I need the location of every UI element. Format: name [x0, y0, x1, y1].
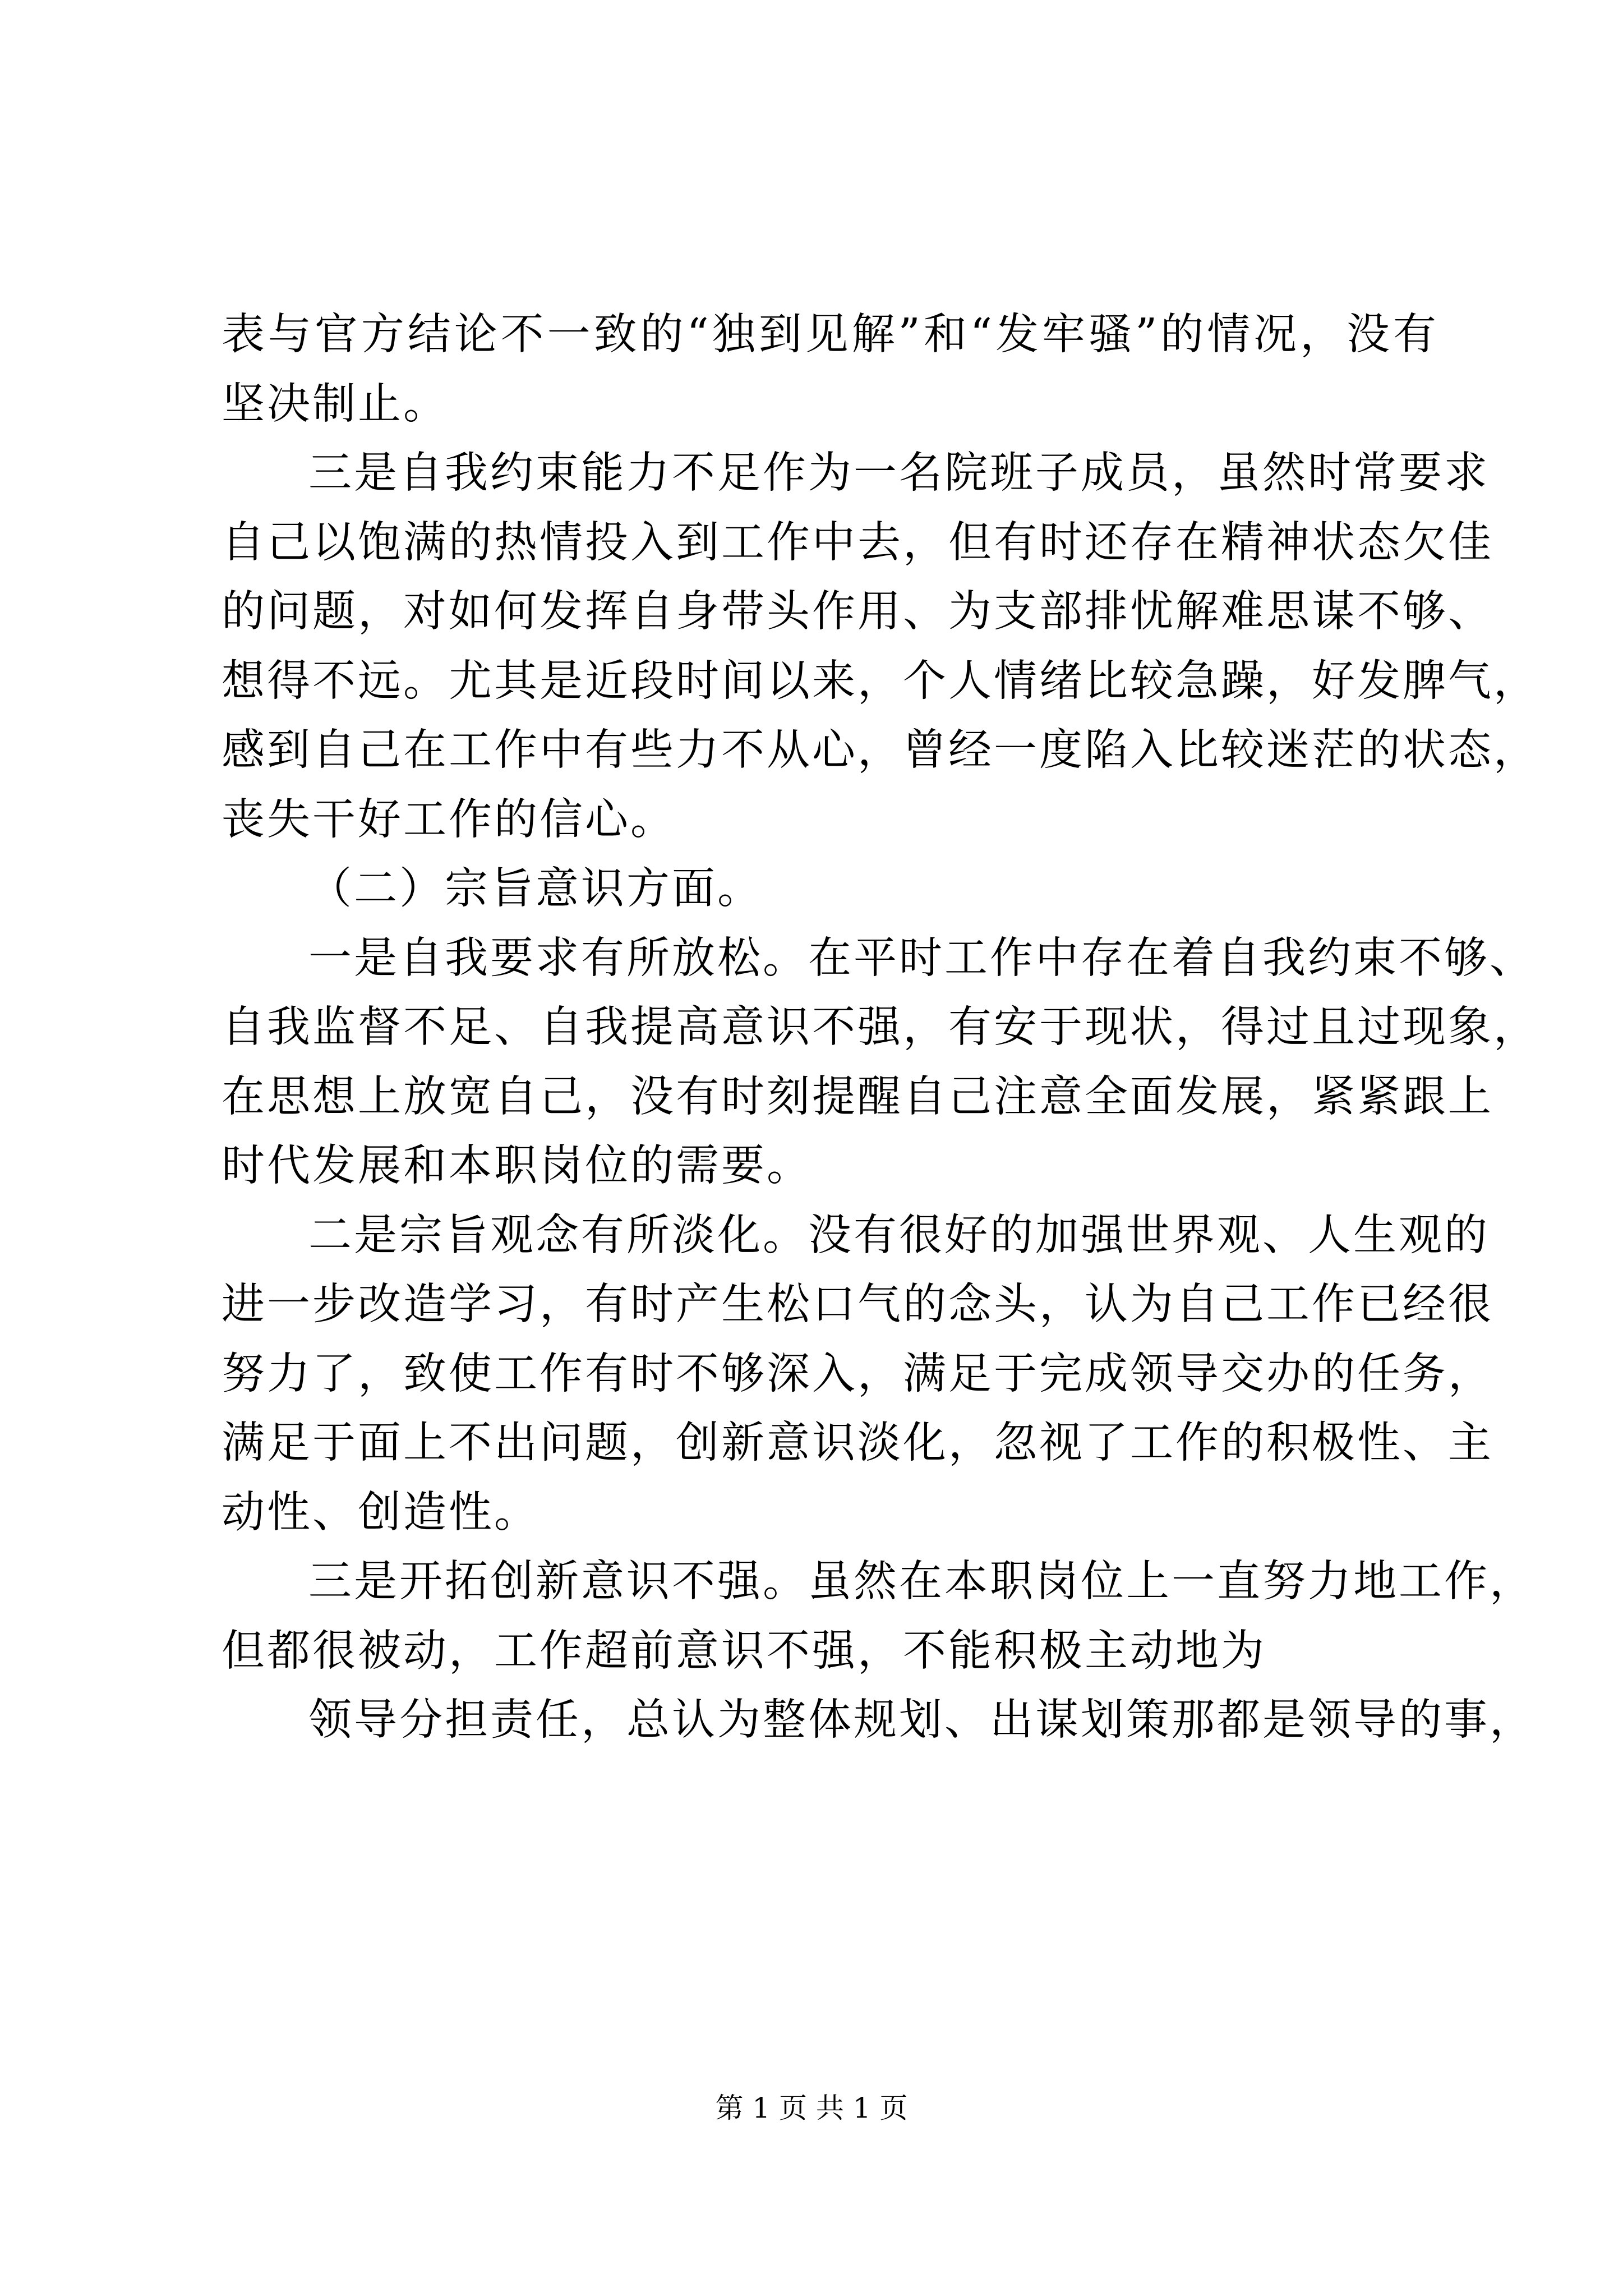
text-line: 的问题，对如何发挥自身带头作用、为支部排忧解难思谋不够、 — [222, 587, 1493, 637]
text-line: 时代发展和本职岗位的需要。 — [222, 1141, 812, 1191]
text-line: 感到自己在工作中有些力不从心，曾经一度陷入比较迷茫的状态， — [222, 725, 1539, 775]
text-line: 但都很被动，工作超前意识不强，不能积极主动地为 — [222, 1626, 1266, 1676]
text-line: 二是宗旨观念有所淡化。没有很好的加强世界观、人生观的 — [308, 1210, 1490, 1260]
text-line: 满足于面上不出问题，创新意识淡化，忽视了工作的积极性、主 — [222, 1418, 1493, 1468]
text-line: 努力了，致使工作有时不够深入，满足于完成领导交办的任务， — [222, 1349, 1493, 1399]
body-text — [222, 300, 1539, 1755]
text-line: 自己以饱满的热情投入到工作中去，但有时还存在精神状态欠佳 — [222, 517, 1493, 568]
text-line: 领导分担责任，总认为整体规划、出谋划策那都是领导的事， — [308, 1695, 1535, 1745]
page-number-footer: 第 1 页 共 1 页 — [715, 2092, 908, 2124]
text-line: 三是自我约束能力不足作为一名院班子成员，虽然时常要求 — [308, 448, 1490, 498]
section-heading: （二）宗旨意识方面。 — [308, 864, 763, 914]
text-line: 自我监督不足、自我提高意识不强，有安于现状，得过且过现象， — [222, 1002, 1539, 1052]
text-line: 动性、创造性。 — [222, 1487, 540, 1538]
text-line: 一是自我要求有所放松。在平时工作中存在着自我约束不够、 — [308, 933, 1535, 983]
text-line: 进一步改造学习，有时产生松口气的念头，认为自己工作已经很 — [222, 1280, 1493, 1329]
text-line: 表与官方结论不一致的“独到见解”和“发牢骚”的情况，没有 — [222, 310, 1438, 360]
text-line: 在思想上放宽自己，没有时刻提醒自己注意全面发展，紧紧跟上 — [222, 1071, 1493, 1122]
text-line: 丧失干好工作的信心。 — [222, 794, 676, 845]
text-line: 坚决制止。 — [222, 379, 449, 429]
text-line: 三是开拓创新意识不强。虽然在本职岗位上一直努力地工作， — [308, 1557, 1535, 1607]
text-line: 想得不远。尤其是近段时间以来，个人情绪比较急躁，好发脾气， — [222, 656, 1539, 706]
